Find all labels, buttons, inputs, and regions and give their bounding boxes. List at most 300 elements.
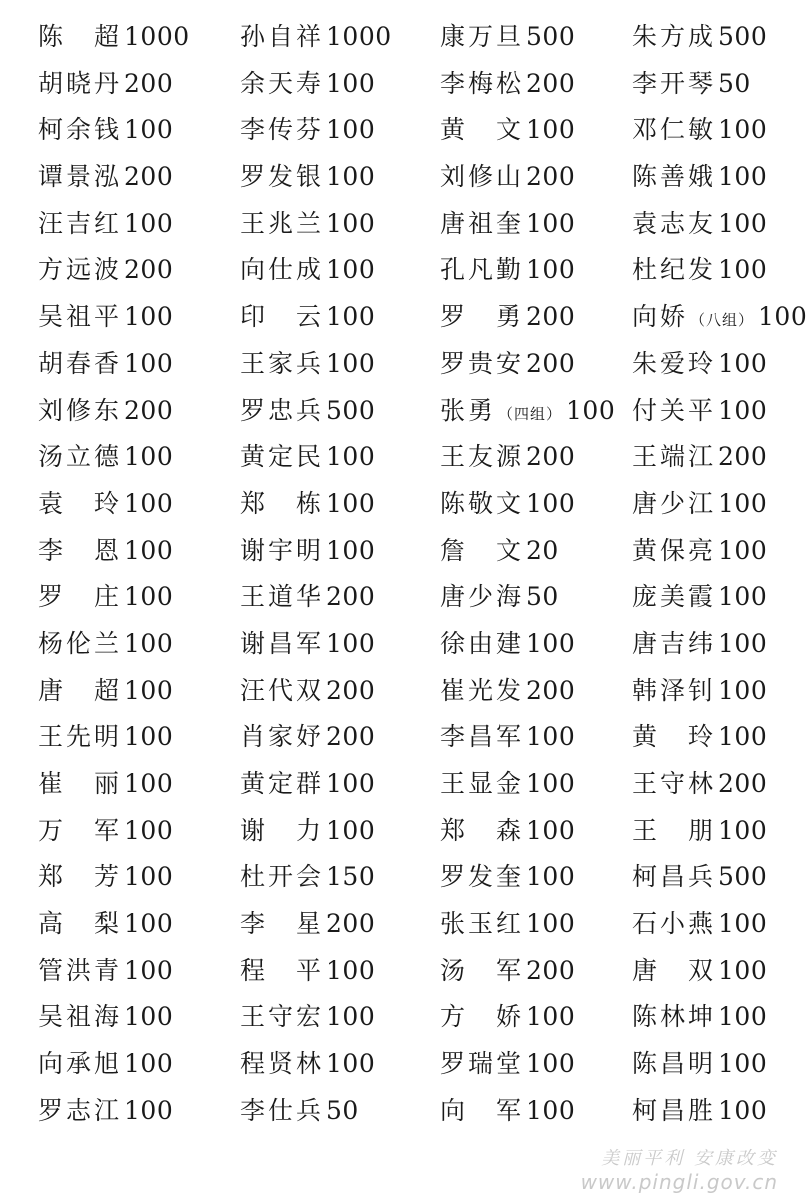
donor-amount: 100 [124,582,174,612]
donor-entry [632,107,767,153]
donor-name: 向仕成 [240,255,325,285]
donor-amount: 100 [326,302,376,332]
donor-entry [440,528,559,574]
donor-entry [440,201,575,247]
donor-entry [38,14,190,60]
donor-row [0,341,800,388]
donor-entry [632,901,767,947]
donor-name: 李开琴 [632,68,717,98]
donor-amount: 100 [326,68,376,98]
watermark-url: www.pingli.gov.cn [580,1170,778,1194]
donor-amount: 100 [124,115,174,145]
donor-name: 杜开会 [240,862,325,892]
donor-amount: 200 [718,442,768,472]
donor-amount: 50 [718,68,751,98]
donor-amount: 100 [526,722,576,752]
donor-amount: 100 [326,1049,376,1079]
donor-name: 汤立德 [38,442,123,472]
donor-amount: 100 [124,862,174,892]
donor-name: 汤 军 [440,955,525,985]
donor-amount: 100 [718,815,768,845]
donor-entry [240,808,375,854]
donor-amount: 200 [526,302,576,332]
donor-entry [440,574,559,620]
donor-entry [240,761,375,807]
donor-entry [440,621,575,667]
donor-name: 罗贵安 [440,348,525,378]
donor-entry [38,61,173,107]
donor-entry [440,994,575,1040]
donor-name: 向承旭 [38,1049,123,1079]
donor-amount: 1000 [326,22,392,51]
donor-amount: 100 [124,955,174,985]
donor-row [0,481,800,528]
donor-amount: 100 [124,535,174,565]
donor-entry [632,1041,767,1087]
donor-entry [240,1041,375,1087]
donor-amount: 200 [718,769,768,798]
donor-row [0,388,800,435]
donor-entry [632,61,751,107]
donor-row [0,574,800,621]
donor-amount: 100 [326,628,376,658]
donor-name: 李传芬 [240,115,325,145]
donor-name: 杜纪发 [632,255,717,285]
donor-entry [38,901,173,947]
donor-amount: 100 [718,955,768,985]
donor-name: 詹 文 [440,535,525,565]
donor-amount: 100 [326,488,376,518]
donor-entry [240,948,375,994]
donor-entry [440,434,575,480]
donor-name: 胡晓丹 [38,68,123,98]
donor-amount: 100 [326,1002,376,1032]
donor-entry [632,528,767,574]
donor-amount: 100 [718,722,768,752]
donor-amount: 1000 [124,22,190,51]
donor-row [0,14,800,61]
donor-name: 李梅松 [440,68,525,98]
donor-entry [240,434,375,480]
donor-amount: 200 [526,955,576,985]
donor-amount: 100 [758,302,807,332]
donor-name: 余天寿 [240,68,325,98]
donor-amount: 100 [526,208,576,238]
donor-entry [240,1088,359,1134]
donor-entry [38,247,173,293]
donor-name: 吴祖平 [38,302,123,332]
donor-name: 万 军 [38,815,123,845]
donor-entry [440,154,575,200]
donor-name: 方 娇 [440,1002,525,1032]
donor-entry [240,854,375,900]
donor-name: 柯昌胜 [632,1095,717,1125]
donor-name: 黄定民 [240,442,325,472]
donor-group: （八组） [690,311,755,330]
donor-row [0,201,800,248]
donor-entry [240,14,392,60]
donor-entry [240,247,375,293]
donor-entry [632,668,767,714]
donor-row [0,621,800,668]
donor-name: 黄保亮 [632,535,717,565]
donor-amount: 100 [718,1049,768,1079]
donor-name: 印 云 [240,302,325,332]
donor-amount: 100 [124,1049,174,1079]
donor-name: 张玉红 [440,909,525,939]
donor-name: 郑 栋 [240,488,325,518]
donor-amount: 100 [526,1049,576,1079]
donor-amount: 200 [326,909,376,939]
donor-row [0,901,800,948]
donor-entry [632,854,767,900]
donor-amount: 100 [124,488,174,518]
donor-row [0,668,800,715]
donor-name: 罗瑞堂 [440,1049,525,1079]
donor-name: 刘修山 [440,162,525,192]
donor-amount: 20 [526,535,559,565]
donor-name: 罗 勇 [440,302,525,332]
donor-amount: 100 [718,582,768,612]
donor-name: 崔光发 [440,675,525,705]
donor-entry [440,948,575,994]
donor-amount: 100 [124,442,174,472]
donor-name: 谢昌军 [240,628,325,658]
donor-amount: 100 [718,675,768,705]
donor-name: 徐由建 [440,628,525,658]
donor-amount: 100 [718,395,768,425]
donor-amount: 100 [124,909,174,939]
donor-amount: 200 [124,162,174,192]
donor-name: 汪吉红 [38,208,123,238]
donor-amount: 100 [718,115,768,145]
donor-entry [240,481,375,527]
donor-row [0,948,800,995]
donor-amount: 200 [326,582,376,612]
donor-row [0,107,800,154]
donor-row [0,434,800,481]
donor-row [0,761,800,808]
donor-row [0,994,800,1041]
donor-name: 唐少江 [632,488,717,518]
donor-amount: 100 [124,302,174,332]
donor-amount: 100 [124,815,174,845]
donor-name: 崔 丽 [38,769,123,798]
donor-entry [440,341,575,387]
donor-name: 李 恩 [38,535,123,565]
donor-name: 罗志江 [38,1095,123,1125]
donor-amount: 100 [326,955,376,985]
donor-amount: 100 [526,815,576,845]
donor-name: 张勇 [440,395,497,425]
donor-amount: 100 [326,442,376,472]
donor-entry [440,107,575,153]
donor-row [0,61,800,108]
donor-entry [632,481,767,527]
donor-entry [38,388,173,434]
donor-amount: 100 [718,628,768,658]
donor-amount: 100 [718,1095,768,1125]
donor-entry [38,1041,173,1087]
donor-entry [440,901,575,947]
donor-name: 唐少海 [440,582,525,612]
donor-name: 韩泽钊 [632,675,717,705]
donor-name: 陈善娥 [632,162,717,192]
donor-row [0,808,800,855]
donor-name: 黄定群 [240,769,325,798]
donor-name: 罗 庄 [38,582,123,612]
donor-entry [38,481,173,527]
donor-amount: 100 [566,395,616,425]
donor-name: 唐 双 [632,955,717,985]
donor-amount: 100 [124,1095,174,1125]
donor-entry [240,621,375,667]
donor-amount: 200 [124,395,174,425]
donor-amount: 100 [526,1095,576,1125]
donor-name: 王显金 [440,769,525,798]
donor-amount: 100 [326,348,376,378]
donor-name: 陈 超 [38,22,123,51]
donor-amount: 200 [526,68,576,98]
donor-row [0,528,800,575]
donor-amount: 50 [326,1095,359,1125]
donor-entry [38,107,173,153]
donor-name: 刘修东 [38,395,123,425]
donor-amount: 200 [326,722,376,752]
donor-amount: 200 [124,255,174,285]
donor-name: 胡春香 [38,348,123,378]
donor-amount: 50 [526,582,559,612]
donor-name: 陈昌明 [632,1049,717,1079]
donor-entry [240,528,375,574]
donor-name: 陈林坤 [632,1002,717,1032]
donor-entry [440,761,575,807]
donor-entry [38,714,173,760]
donor-entry [240,994,375,1040]
donor-amount: 100 [718,348,768,378]
donor-name: 罗发银 [240,162,325,192]
donor-amount: 100 [326,815,376,845]
donor-amount: 100 [326,535,376,565]
donor-amount: 200 [526,675,576,705]
site-watermark [581,1144,778,1194]
donor-amount: 100 [718,1002,768,1032]
donor-name: 王 朋 [632,815,717,845]
donor-entry [440,854,575,900]
donor-amount: 100 [718,162,768,192]
donor-row [0,154,800,201]
donor-entry [632,341,767,387]
donor-name: 唐吉纬 [632,628,717,658]
donor-name: 郑 芳 [38,862,123,892]
donor-row [0,714,800,761]
donor-name: 郑 森 [440,815,525,845]
donor-entry [632,247,767,293]
donor-name: 唐 超 [38,675,123,705]
donor-name: 高 梨 [38,909,123,939]
donor-entry [440,481,575,527]
donor-name: 程贤林 [240,1049,325,1079]
donor-entry [38,1088,173,1134]
donor-entry [38,154,173,200]
donor-entry [632,1088,767,1134]
donor-entry [38,528,173,574]
donor-amount: 100 [526,909,576,939]
donor-entry [240,61,375,107]
donor-entry [240,668,375,714]
donor-entry [440,14,575,60]
donor-entry [440,668,575,714]
donor-row [0,294,807,341]
donor-entry [240,154,375,200]
donor-amount: 500 [526,22,576,51]
donor-entry [38,434,173,480]
donor-name: 向娇 [632,302,689,332]
donor-amount: 100 [718,488,768,518]
donor-entry [240,388,375,434]
donor-name: 李仕兵 [240,1095,325,1125]
donor-entry [38,341,173,387]
donor-name: 罗发奎 [440,862,525,892]
donor-entry [38,574,173,620]
donor-name: 袁 玲 [38,488,123,518]
donor-amount: 100 [526,1002,576,1032]
donor-row [0,1088,800,1135]
donor-name: 柯余钱 [38,115,123,145]
donor-name: 王先明 [38,722,123,752]
donor-entry [440,1041,575,1087]
donor-name: 陈敬文 [440,488,525,518]
donor-amount: 100 [718,909,768,939]
donor-name: 王友源 [440,442,525,472]
donor-entry [440,1088,575,1134]
donor-entry [440,388,615,437]
donor-name: 杨伦兰 [38,628,123,658]
donor-row [0,247,800,294]
donor-amount: 100 [526,115,576,145]
donor-name: 肖家妤 [240,722,325,752]
donor-entry [38,994,173,1040]
donor-amount: 100 [526,628,576,658]
donor-entry [440,294,575,340]
donor-amount: 200 [124,68,174,98]
donor-name: 邓仁敏 [632,115,717,145]
donor-entry [240,107,375,153]
donor-name: 管洪青 [38,955,123,985]
donor-amount: 100 [124,628,174,658]
donor-name: 向 军 [440,1095,525,1125]
donor-amount: 100 [526,488,576,518]
donor-name: 孔凡勤 [440,255,525,285]
donor-amount: 100 [124,208,174,238]
donor-entry [38,948,173,994]
donor-name: 朱方成 [632,22,717,51]
donor-amount: 100 [124,348,174,378]
donor-entry [632,154,767,200]
donor-name: 方远波 [38,255,123,285]
donor-amount: 200 [326,675,376,705]
donor-amount: 100 [326,115,376,145]
donor-entry [240,714,375,760]
donor-entry [632,714,767,760]
donor-entry [632,434,767,480]
donor-entry [632,994,767,1040]
donor-amount: 100 [326,162,376,192]
watermark-slogan: 美丽平利 安康改变 [601,1148,778,1169]
donor-entry [38,201,173,247]
donor-entry [38,294,173,340]
donor-name: 石小燕 [632,909,717,939]
donor-amount: 500 [326,395,376,425]
donor-name: 孙自祥 [240,22,325,51]
donor-entry [240,574,375,620]
donor-amount: 100 [326,255,376,285]
donor-amount: 100 [718,255,768,285]
donor-name: 庞美霞 [632,582,717,612]
donor-entry [632,621,767,667]
donor-list [0,14,807,1135]
donor-name: 王兆兰 [240,208,325,238]
donor-amount: 200 [526,442,576,472]
donor-entry [632,14,767,60]
donor-entry [632,574,767,620]
donor-amount: 200 [526,162,576,192]
donor-entry [240,901,375,947]
donor-entry [632,761,767,807]
donor-entry [440,247,575,293]
donor-entry [38,761,173,807]
donor-amount: 150 [326,862,376,892]
donor-name: 谭景泓 [38,162,123,192]
donor-entry [632,948,767,994]
donor-name: 王端江 [632,442,717,472]
donor-entry [632,201,767,247]
donor-entry [240,294,375,340]
donor-amount: 100 [326,208,376,238]
donor-entry [38,621,173,667]
donor-row [0,1041,800,1088]
donor-name: 黄 玲 [632,722,717,752]
donor-entry [38,854,173,900]
donor-entry [440,714,575,760]
donor-amount: 100 [124,769,174,798]
donor-entry [38,668,173,714]
donor-amount: 200 [526,348,576,378]
donor-name: 王家兵 [240,348,325,378]
donor-name: 谢宇明 [240,535,325,565]
donor-amount: 100 [526,769,576,798]
donor-amount: 500 [718,862,768,892]
donor-amount: 100 [718,535,768,565]
donor-amount: 100 [124,675,174,705]
donor-name: 汪代双 [240,675,325,705]
donor-entry [632,388,767,434]
donor-amount: 100 [718,208,768,238]
donor-amount: 100 [124,1002,174,1032]
donor-name: 康万旦 [440,22,525,51]
donor-entry [38,808,173,854]
donor-name: 付关平 [632,395,717,425]
donor-name: 唐祖奎 [440,208,525,238]
donor-amount: 100 [326,769,376,798]
donor-name: 袁志友 [632,208,717,238]
donor-name: 李 星 [240,909,325,939]
donor-name: 程 平 [240,955,325,985]
donor-name: 王守宏 [240,1002,325,1032]
donor-amount: 100 [526,255,576,285]
donor-amount: 500 [718,22,768,51]
donor-name: 王守林 [632,769,717,798]
